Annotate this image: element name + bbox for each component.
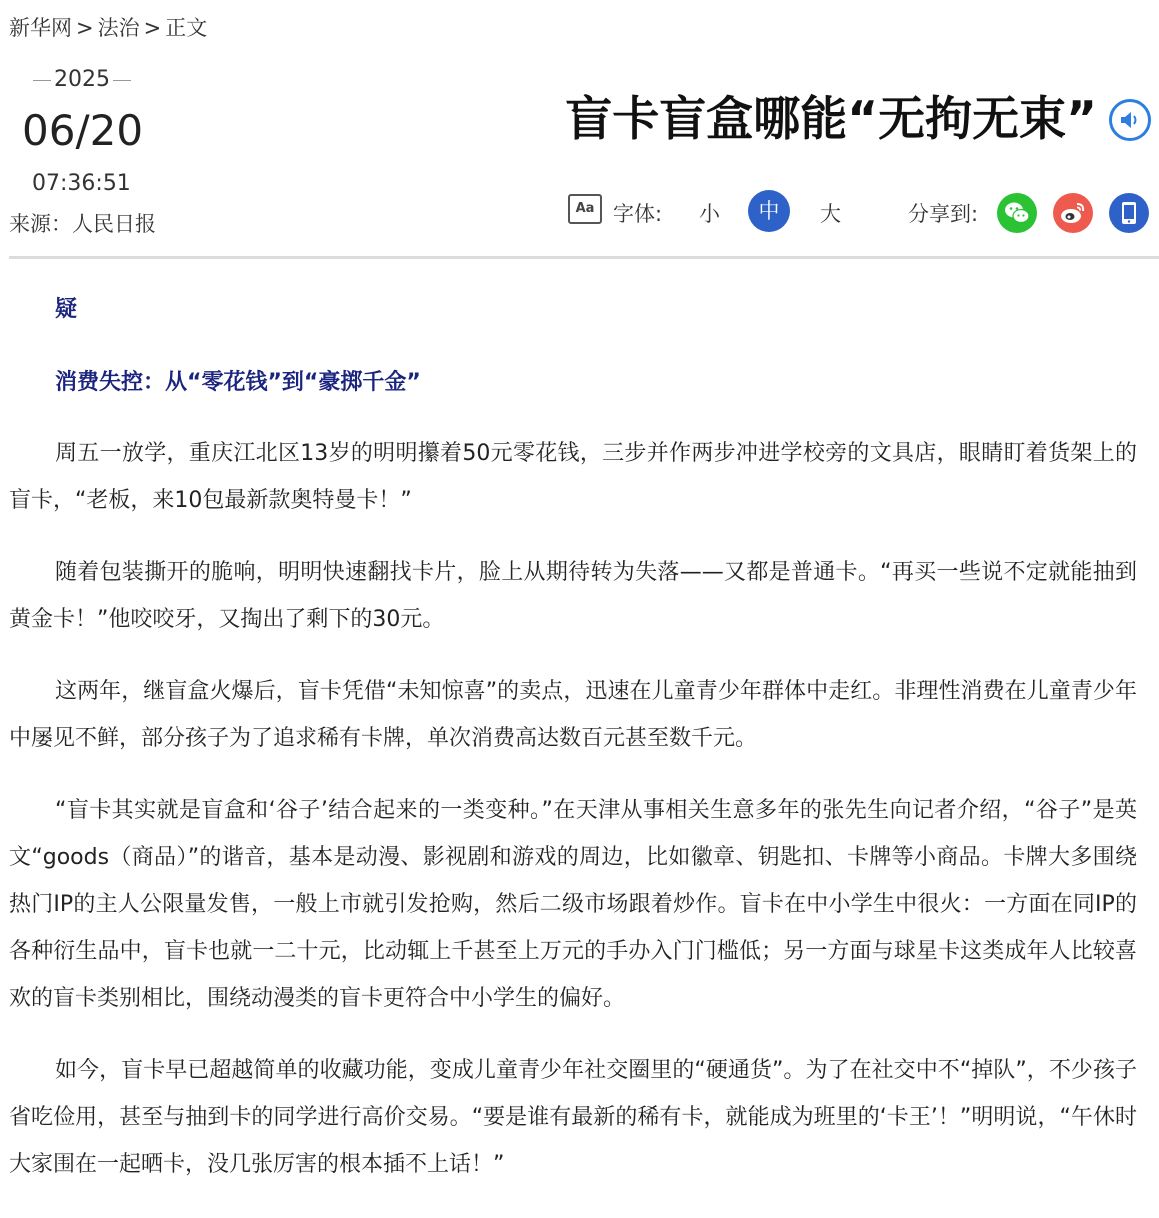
article-paragraph: 随着包装撕开的脆响，明明快速翻找卡片，脸上从期待转为失落——又都是普通卡。“再买一些说不定就能抽到黄金卡！”他咬咬牙，又掏出了剩下的30元。 [9, 560, 1137, 632]
breadcrumb-section-link[interactable]: 法治 [97, 16, 140, 40]
share-label: 分享到: [908, 202, 979, 226]
font-size-icon: Aa [568, 194, 602, 224]
article-source: 来源：人民日报 [9, 212, 156, 236]
title-row [565, 88, 1151, 152]
mobile-icon[interactable] [1109, 193, 1149, 233]
font-size-label: 字体: [613, 202, 663, 226]
article-title: 盲卡盲盒哪能“无拘无束” [565, 92, 1097, 147]
header-divider [9, 256, 1159, 259]
article-body [9, 286, 1137, 1213]
article-paragraph: 这两年，继盲盒火爆后，盲卡凭借“未知惊喜”的卖点，迅速在儿童青少年群体中走红。非理性消费在儿童青少年中屡见不鲜，部分孩子为了追求稀有卡牌，单次消费高达数百元甚至数千元。 [9, 679, 1137, 751]
publish-year: 2025 [30, 66, 134, 94]
article-subhead: 疑 [55, 297, 78, 322]
breadcrumb-current: 正文 [165, 16, 208, 40]
article-paragraph: 如今，盲卡早已超越简单的收藏功能，变成儿童青少年社交圈里的“硬通货”。为了在社交中不“掉队”，不少孩子省吃俭用，甚至与抽到卡的同学进行高价交易。“要是谁有最新的稀有卡，就能成为班里的‘卡王’！”明明说，“午休时大家围在一起晒卡，没几张厉害的根本插不上话！” [9, 1058, 1137, 1177]
article-subhead: 消费失控：从“零花钱”到“豪掷千金” [55, 370, 421, 395]
weibo-icon[interactable] [1053, 193, 1093, 233]
publish-month-day: 06/20 [22, 106, 144, 155]
font-size-medium-button[interactable]: 中 [748, 190, 790, 232]
breadcrumb-separator: > [143, 16, 162, 40]
breadcrumb-separator: > [76, 16, 94, 40]
font-size-small-button[interactable]: 小 [699, 202, 720, 226]
wechat-icon[interactable] [997, 193, 1037, 233]
speaker-icon[interactable] [1109, 99, 1151, 141]
font-size-large-button[interactable]: 大 [820, 202, 841, 226]
publish-time: 07:36:51 [32, 171, 131, 196]
breadcrumb [9, 14, 207, 42]
breadcrumb-home-link[interactable]: 新华网 [9, 16, 72, 40]
article-paragraph: 周五一放学，重庆江北区13岁的明明攥着50元零花钱，三步并作两步冲进学校旁的文具店，眼睛盯着货架上的盲卡，“老板，来10包最新款奥特曼卡！” [9, 441, 1137, 513]
article-paragraph: “盲卡其实就是盲盒和‘谷子’结合起来的一类变种。”在天津从事相关生意多年的张先生向记者介绍，“谷子”是英文“goods（商品）”的谐音，基本是动漫、影视剧和游戏的周边，比如徽章、钥匙扣、卡牌等小商品。卡牌大多围绕热门IP的主人公限量发售，一般上市就引发抢购，然后二级市场跟着炒作。盲卡在中小学生中很火：一方面在同IP的各种衍生品中，盲卡也就一二十元，比动辄上千甚至上万元的手办入门门槛低；另一方面与球星卡这类成年人比较喜欢的盲卡类别相比，围绕动漫类的盲卡更符合中小学生的偏好。 [9, 798, 1137, 1011]
article-toolbar [568, 190, 1151, 234]
